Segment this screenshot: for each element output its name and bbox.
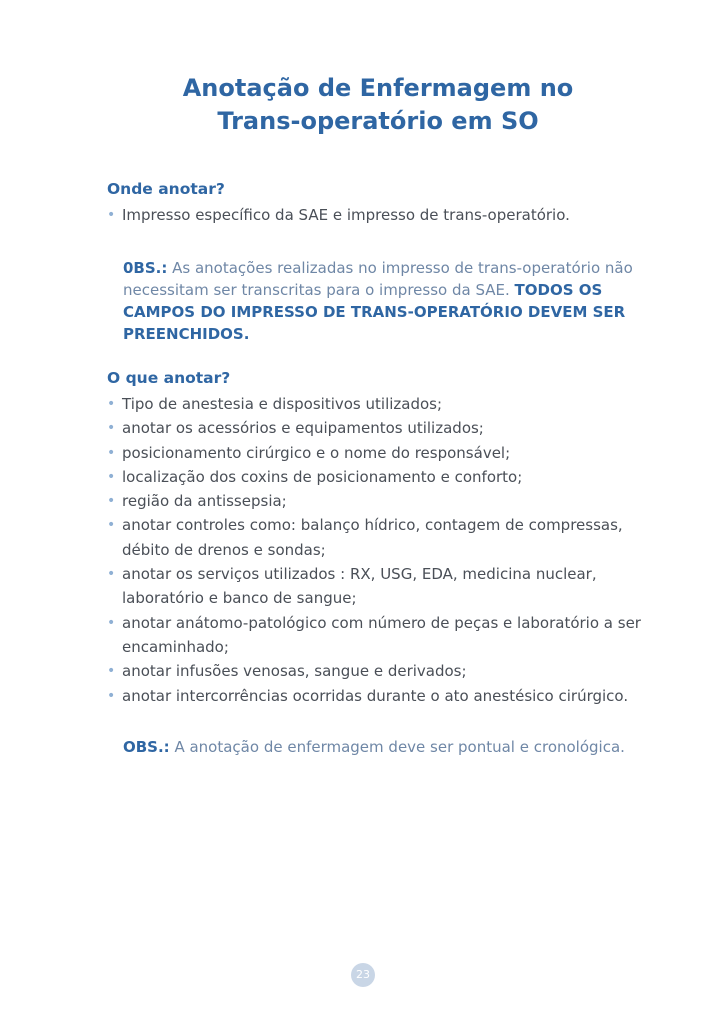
bullet-icon: • xyxy=(107,517,116,534)
heading-o-que-anotar: O que anotar? xyxy=(107,369,231,387)
obs-note-1 xyxy=(123,257,648,345)
list-item: • posicionamento cirúrgico e o nome do responsável; xyxy=(107,441,652,465)
obs-text: A anotação de enfermagem deve ser pontual e cronológica. xyxy=(169,738,625,756)
bullet-icon: • xyxy=(107,663,116,680)
page-number-badge: 23 xyxy=(351,963,375,987)
title-line-2: Trans-operatório em SO xyxy=(217,107,539,135)
bullet-icon: • xyxy=(107,420,116,437)
list-item: • anotar os serviços utilizados : RX, USG, EDA, medicina nuclear, laboratório e banco de sangue; xyxy=(107,562,652,611)
title-line-1: Anotação de Enfermagem no xyxy=(182,74,574,102)
list-onde-anotar xyxy=(107,203,652,227)
list-item: • anotar intercorrências ocorridas durante o ato anestésico cirúrgico. xyxy=(107,684,652,708)
page-title xyxy=(0,72,728,138)
list-item: • Tipo de anestesia e dispositivos utilizados; xyxy=(107,392,652,416)
list-item: • anotar infusões venosas, sangue e derivados; xyxy=(107,659,652,683)
bullet-icon: • xyxy=(107,614,116,631)
bullet-icon: • xyxy=(107,566,116,583)
obs-label: 0BS.: xyxy=(123,259,168,277)
obs-label: OBS.: xyxy=(123,738,170,756)
bullet-icon: • xyxy=(107,687,116,704)
heading-onde-anotar: Onde anotar? xyxy=(107,180,225,198)
list-item: • Impresso específico da SAE e impresso de trans-operatório. xyxy=(107,203,652,227)
obs-strong-text: TODOS OS CAMPOS DO IMPRESSO DE TRANS-OPERATÓRIO DEVEM SER PREENCHIDOS. xyxy=(123,281,626,343)
obs-note-2 xyxy=(123,736,648,758)
bullet-icon: • xyxy=(107,444,116,461)
bullet-icon: • xyxy=(107,493,116,510)
bullet-icon: • xyxy=(107,396,116,412)
list-item: • localização dos coxins de posicionamento e conforto; xyxy=(107,465,652,489)
bullet-icon: • xyxy=(107,468,116,485)
list-item: • anotar controles como: balanço hídrico, contagem de compressas, débito de drenos e sondas; xyxy=(107,513,652,562)
list-item: • anotar anátomo-patológico com número de peças e laboratório a ser encaminhado; xyxy=(107,611,652,660)
bullet-icon: • xyxy=(107,207,116,223)
list-o-que-anotar xyxy=(107,392,652,708)
obs-text: As anotações realizadas no impresso de trans-operatório não necessitam ser transcritas para o impresso da SAE. xyxy=(123,259,633,299)
list-item: • região da antissepsia; xyxy=(107,489,652,513)
list-item: • anotar os acessórios e equipamentos utilizados; xyxy=(107,416,652,440)
